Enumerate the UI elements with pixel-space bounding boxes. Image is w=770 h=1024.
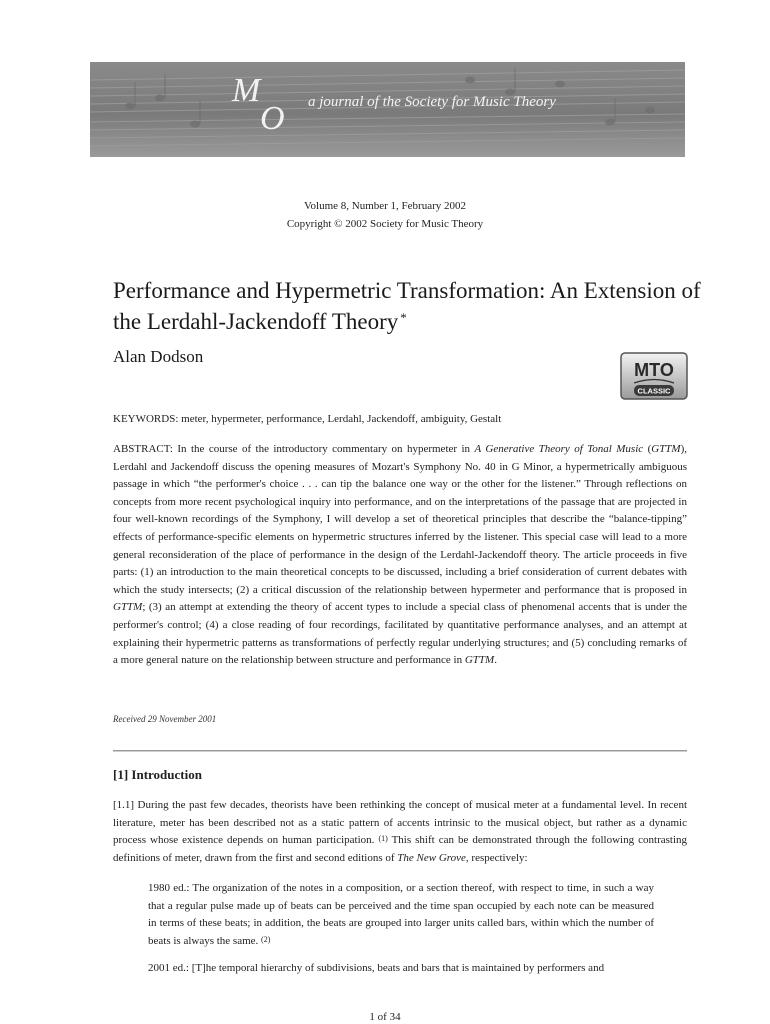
keywords-line: KEYWORDS: meter, hypermeter, performance, Lerdahl, Jackendoff, ambiguity, Gestalt bbox=[113, 413, 502, 425]
page-number: 1 of 34 bbox=[369, 1011, 401, 1023]
abstract-abbr: GTTM bbox=[651, 443, 681, 455]
abstract-text-1: In the course of the introductory commentary on hypermeter in bbox=[177, 443, 471, 455]
abstract bbox=[113, 441, 687, 670]
abstract-text-3: ), Lerdahl and Jackendoff discuss the opening measures of Mozart's Symphony No. 40 in G Minor, a hypermetrically ambiguous passage in which “the performer's choice . . . can tip the balance one way or the other for the listener.” Through reflections on concepts from more recent psychological inquiry into performance, and on the interpretations of the passage that are projected in four well-known recordings of the Symphony, I will develop a set of theoretical principles that describe the “balance-tipping” effects of performance-specific elements on hypermetric structures inferred by the listener. This special case will lead to a more general reconsideration of the place of performance in the design of the Lerdahl-Jackendoff theory. The article proceeds in five parts: (1) an introduction to the main theoretical concepts to be discussed, including a brief consideration of current debates with which the study intersects; (2) a critical discussion of the relationship between hypermeter and performance that is proposed in bbox=[113, 443, 688, 596]
mto-logo bbox=[232, 72, 302, 152]
quote-2001-text: 2001 ed.: [T]he temporal hierarchy of subdivisions, beats and bars that is maintained by performers and bbox=[148, 962, 605, 974]
section-divider bbox=[113, 750, 687, 752]
volume-line: Volume 8, Number 1, February 2002 bbox=[303, 200, 467, 212]
received-date: Received 29 November 2001 bbox=[113, 714, 217, 724]
abstract-abbr-2: GTTM bbox=[113, 601, 143, 614]
para-text-a: [1.1] During the past few decades, theorists have been rethinking the concept of musical meter at a fundamental level. In recent literature, meter has been described not as a static pattern of accents intrinsic to the musical object, but rather as a dynamic process whose existence depends on human participation. bbox=[113, 799, 687, 847]
article-title bbox=[113, 275, 713, 337]
logo-letter-m: M bbox=[232, 72, 262, 109]
source-title: The New Grove bbox=[397, 851, 466, 864]
para-text-c: , respectively: bbox=[465, 851, 528, 864]
abstract-text-2: ( bbox=[647, 443, 652, 455]
logo-letter-o: O bbox=[260, 100, 285, 137]
badge-bottom-text: CLASSIC bbox=[637, 386, 671, 396]
book-title: A Generative Theory of Tonal Music bbox=[474, 443, 644, 455]
quote-1980-text: 1980 ed.: The organization of the notes in a composition, or a section thereof, with respect to time, in such a way that a regular pulse made up of beats can be perceived and the time span occupied by each note can be measured in terms of these beats; in addition, the beats are grouped into larger units called bars, within which the number of beats is always the same. bbox=[148, 882, 654, 947]
abstract-end: . bbox=[494, 654, 497, 667]
footnote-link-2[interactable]: (2) bbox=[261, 934, 271, 944]
footnote-link-1[interactable]: (1) bbox=[378, 834, 388, 844]
journal-banner bbox=[90, 62, 685, 157]
quote-1980 bbox=[148, 880, 654, 950]
article-title-text: Performance and Hypermetric Transformation: An Extension of the Lerdahl-Jackendoff Theory bbox=[113, 278, 701, 334]
copyright-line: Copyright © 2002 Society for Music Theory bbox=[286, 218, 484, 230]
abstract-abbr-3: GTTM bbox=[464, 654, 495, 667]
badge-top-text: MTO bbox=[634, 360, 674, 380]
abstract-text-4: ; (3) an attempt at extending the theory of accent types to include a special class of phenomenal accents that is under the performer's control; (4) a close reading of four recordings, facilitated by quantitative performance analyses, and an attempt at explaining their hypermetric patterns as transformations of perfectly regular underlying structures; and (5) concluding remarks of a more general nature on the relationship between structure and performance in bbox=[113, 601, 687, 667]
author-name: Alan Dodson bbox=[113, 347, 204, 366]
section-heading: [1] Introduction bbox=[113, 767, 202, 782]
abstract-label: ABSTRACT: bbox=[113, 443, 173, 455]
para-text-b: This shift can be demonstrated through the following contrasting definitions of meter, drawn from the first and second editions of bbox=[113, 834, 688, 864]
title-footnote-mark[interactable]: * bbox=[400, 310, 407, 325]
paragraph-1-1 bbox=[113, 797, 687, 867]
mto-classic-badge bbox=[620, 352, 688, 400]
quote-2001 bbox=[148, 960, 654, 978]
journal-tagline: a journal of the Society for Music Theory bbox=[308, 94, 556, 110]
